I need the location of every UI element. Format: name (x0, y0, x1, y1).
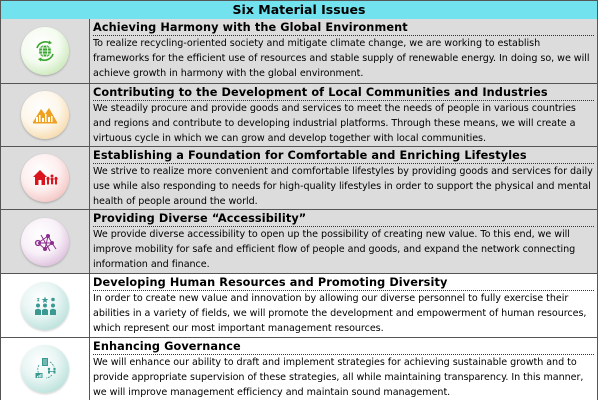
text-cell (90, 338, 597, 400)
network-nodes-icon (21, 218, 69, 266)
text-cell (90, 19, 597, 83)
issue-row-environment (1, 19, 597, 84)
issue-description: We strive to realize more convenient and comfortable lifestyles by providing goods and services for daily use while also responding to needs for high-quality lifestyles in order to support the physical and mental health of people around the world. (93, 166, 593, 207)
issue-row-lifestyles (1, 147, 597, 210)
icon-cell (1, 84, 90, 146)
mountain-city-icon (21, 91, 69, 139)
people-group-icon (21, 282, 69, 330)
icon-cell (1, 19, 90, 83)
issue-title: Achieving Harmony with the Global Environment (93, 19, 594, 36)
issue-title: Providing Diverse “Accessibility” (93, 210, 594, 227)
issue-title: Establishing a Foundation for Comfortable and Enriching Lifestyles (93, 147, 594, 164)
icon-cell (1, 147, 90, 209)
issue-description: We provide diverse accessibility to open up the possibility of creating new value. To this end, we will improve mobility for safe and efficient flow of people and goods, and expand the network connecting information and finance. (93, 229, 576, 270)
issue-title: Developing Human Resources and Promoting Diversity (93, 274, 594, 291)
text-cell (90, 274, 597, 337)
text-cell (90, 147, 597, 209)
issue-title: Enhancing Governance (93, 338, 594, 355)
table-header: Six Material Issues (1, 1, 597, 20)
icon-cell (1, 210, 90, 273)
issue-row-accessibility (1, 210, 597, 274)
issue-description: We steadily procure and provide goods and services to meet the needs of people in various countries and regions and contribute to developing industrial platforms. Through these means, we will create a virtuous cycle in which we can grow and develop together with local communities. (93, 103, 576, 144)
globe-recycle-icon (21, 27, 69, 75)
house-family-icon (21, 154, 69, 202)
issue-row-human-resources (1, 274, 597, 338)
text-cell (90, 84, 597, 146)
issue-row-communities (1, 84, 597, 147)
issue-description: We will enhance our ability to draft and implement strategies for achieving sustainable growth and to provide appropriate supervision of these strategies, all while maintaining transparency. In this manner, we will improve management efficiency and maintain sound management. (93, 357, 584, 398)
issue-row-governance (1, 338, 597, 400)
text-cell (90, 210, 597, 273)
svg-text:⧗: ⧗ (36, 297, 41, 303)
issue-description: To realize recycling-oriented society and mitigate climate change, we are working to establish frameworks for the efficient use of resources and stable supply of renewable energy. In doing so, we will achieve growth in harmony with the global environment. (93, 38, 590, 79)
issue-description: In order to create new value and innovation by allowing our diverse personnel to fully exercise their abilities in a variety of fields, we will promote the development and empowerment of human resources, which represent our most important management resources. (93, 293, 587, 334)
icon-cell (1, 338, 90, 400)
issue-title: Contributing to the Development of Local Communities and Industries (93, 84, 594, 101)
governance-cycle-icon (21, 345, 69, 393)
icon-cell (1, 274, 90, 337)
